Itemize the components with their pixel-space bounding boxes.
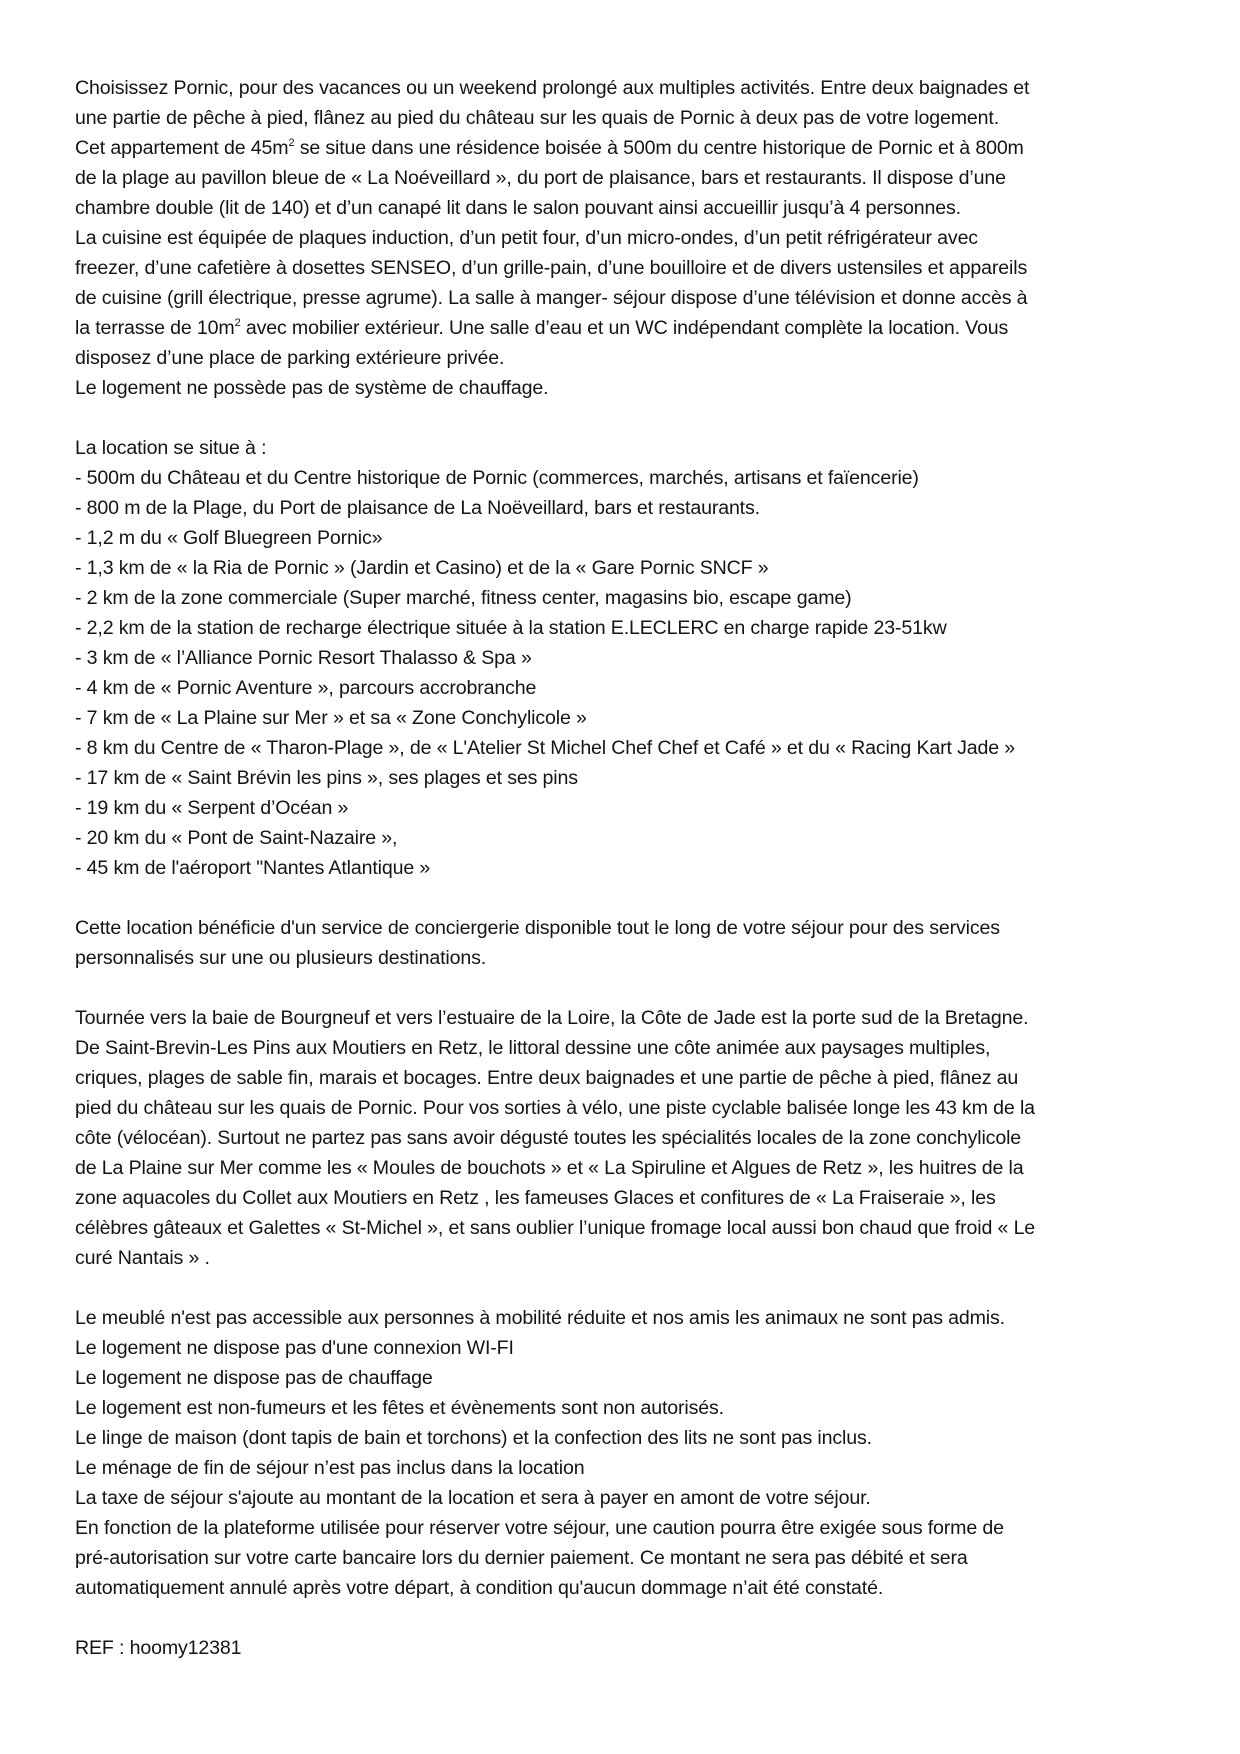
text-fragment: se situe dans une résidence boisée à 500m du centre historique de Pornic et à 800m (294, 137, 1024, 159)
text-line: de la plage au pavillon bleue de « La Noéveillard », du port de plaisance, bars et restaurants. Il dispose d’une (75, 167, 1006, 189)
document-page (75, 73, 1175, 1663)
text-fragment: la terrasse de 10m (75, 317, 235, 339)
spacer (75, 883, 1175, 913)
list-item: - 800 m de la Plage, du Port de plaisance de La Noëveillard, bars et restaurants. (75, 497, 760, 519)
text-line: Le logement ne possède pas de système de chauffage. (75, 377, 549, 399)
spacer (75, 973, 1175, 1003)
text-line (75, 313, 1175, 343)
conciergerie-paragraph (75, 913, 1175, 973)
spacer (75, 1273, 1175, 1303)
text-line: de cuisine (grill électrique, presse agrume). La salle à manger- séjour dispose d’une télévision et donne accès à (75, 287, 1028, 309)
list-item: - 500m du Château et du Centre historique de Pornic (commerces, marchés, artisans et faïencerie) (75, 467, 919, 489)
section-heading: La location se situe à : (75, 437, 267, 459)
text-line: La cuisine est équipée de plaques induction, d’un petit four, d’un micro-ondes, d’un petit réfrigérateur avec (75, 227, 978, 249)
text-line: Le logement ne dispose pas de chauffage (75, 1367, 433, 1389)
superscript: 2 (234, 317, 241, 329)
spacer (75, 403, 1175, 433)
intro-paragraph (75, 73, 1175, 403)
text-line: automatiquement annulé après votre départ, à condition qu'aucun dommage n’ait été constaté. (75, 1577, 884, 1599)
text-line: curé Nantais » . (75, 1247, 210, 1269)
list-item: - 1,3 km de « la Ria de Pornic » (Jardin et Casino) et de la « Gare Pornic SNCF » (75, 557, 769, 579)
text-line: personnalisés sur une ou plusieurs destinations. (75, 947, 487, 969)
list-item: - 1,2 m du « Golf Bluegreen Pornic» (75, 527, 383, 549)
text-line: La taxe de séjour s'ajoute au montant de la location et sera à payer en amont de votre séjour. (75, 1487, 871, 1509)
location-section (75, 433, 1175, 883)
list-item: - 2 km de la zone commerciale (Super marché, fitness center, magasins bio, escape game) (75, 587, 852, 609)
text-line: Le linge de maison (dont tapis de bain et torchons) et la confection des lits ne sont pas inclus. (75, 1427, 872, 1449)
region-paragraph (75, 1003, 1175, 1273)
text-line: Cette location bénéficie d'un service de conciergerie disponible tout le long de votre séjour pour des services (75, 917, 1000, 939)
text-line: zone aquacoles du Collet aux Moutiers en Retz , les fameuses Glaces et confitures de « La Fraiseraie », les (75, 1187, 996, 1209)
text-line: Le meublé n'est pas accessible aux personnes à mobilité réduite et nos amis les animaux ne sont pas admis. (75, 1307, 1005, 1329)
list-item: - 2,2 km de la station de recharge électrique située à la station E.LECLERC en charge rapide 23-51kw (75, 617, 947, 639)
list-item: - 45 km de l'aéroport "Nantes Atlantique » (75, 857, 431, 879)
text-line: chambre double (lit de 140) et d’un canapé lit dans le salon pouvant ainsi accueillir jusqu’à 4 personnes. (75, 197, 961, 219)
text-line: En fonction de la plateforme utilisée pour réserver votre séjour, une caution pourra être exigée sous forme de (75, 1517, 1004, 1539)
text-line: Tournée vers la baie de Bourgneuf et vers l’estuaire de la Loire, la Côte de Jade est la porte sud de la Bretagne. (75, 1007, 1029, 1029)
list-item: - 20 km du « Pont de Saint-Nazaire », (75, 827, 398, 849)
list-item: - 3 km de « l’Alliance Pornic Resort Thalasso & Spa » (75, 647, 532, 669)
text-line: pré-autorisation sur votre carte bancaire lors du dernier paiement. Ce montant ne sera pas débité et sera (75, 1547, 968, 1569)
text-line: Choisissez Pornic, pour des vacances ou un weekend prolongé aux multiples activités. Entre deux baignades et (75, 77, 1030, 99)
text-line: criques, plages de sable fin, marais et bocages. Entre deux baignades et une partie de pêche à pied, flânez au (75, 1067, 1019, 1089)
text-line: Le logement ne dispose pas d'une connexion WI-FI (75, 1337, 514, 1359)
rules-paragraph (75, 1303, 1175, 1603)
list-item: - 7 km de « La Plaine sur Mer » et sa « Zone Conchylicole » (75, 707, 587, 729)
text-fragment: Cet appartement de 45m (75, 137, 289, 159)
text-fragment: avec mobilier extérieur. Une salle d’eau et un WC indépendant complète la location. Vous (240, 317, 1009, 339)
text-line: pied du château sur les quais de Pornic. Pour vos sorties à vélo, une piste cyclable balisée longe les 43 km de la (75, 1097, 1035, 1119)
list-item: - 8 km du Centre de « Tharon-Plage », de « L'Atelier St Michel Chef Chef et Café » et du « Racing Kart Jade » (75, 737, 1016, 759)
text-line: de La Plaine sur Mer comme les « Moules de bouchots » et « La Spiruline et Algues de Retz », les huitres de la (75, 1157, 1024, 1179)
text-line: célèbres gâteaux et Galettes « St-Michel », et sans oublier l’unique fromage local aussi bon chaud que froid « Le (75, 1217, 1036, 1239)
text-line: freezer, d’une cafetière à dosettes SENSEO, d’un grille-pain, d’une bouilloire et de divers ustensiles et appareils (75, 257, 1028, 279)
text-line: De Saint-Brevin-Les Pins aux Moutiers en Retz, le littoral dessine une côte animée aux paysages multiples, (75, 1037, 991, 1059)
superscript: 2 (288, 137, 295, 149)
text-line: Le ménage de fin de séjour n’est pas inclus dans la location (75, 1457, 585, 1479)
list-item: - 19 km du « Serpent d’Océan » (75, 797, 349, 819)
spacer (75, 1603, 1175, 1633)
list-item: - 4 km de « Pornic Aventure », parcours accrobranche (75, 677, 537, 699)
text-line: une partie de pêche à pied, flânez au pied du château sur les quais de Pornic à deux pas de votre logement. (75, 107, 1000, 129)
text-line: Le logement est non-fumeurs et les fêtes et évènements sont non autorisés. (75, 1397, 724, 1419)
text-line (75, 133, 1175, 163)
list-item: - 17 km de « Saint Brévin les pins », ses plages et ses pins (75, 767, 578, 789)
text-line: disposez d’une place de parking extérieure privée. (75, 347, 505, 369)
reference-code: REF : hoomy12381 (75, 1637, 242, 1659)
text-line: côte (vélocéan). Surtout ne partez pas sans avoir dégusté toutes les spécialités locales de la zone conchylicole (75, 1127, 1022, 1149)
